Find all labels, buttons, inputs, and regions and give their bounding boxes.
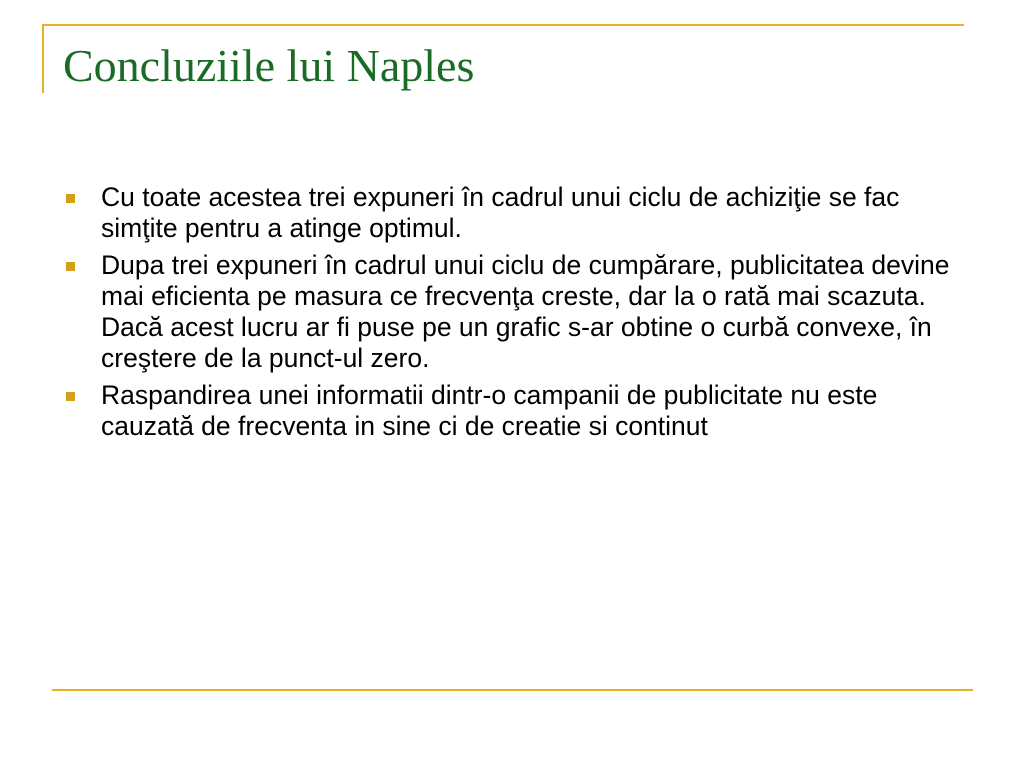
square-bullet-icon (66, 392, 75, 401)
bullet-text: Raspandirea unei informatii dintr-o campanii de publicitate nu este cauzată de frecventa in sine ci de creatie si continut (101, 380, 878, 441)
bullet-text: Cu toate acestea trei expuneri în cadrul unui ciclu de achiziţie se fac simţite pentru a atinge optimul. (101, 182, 900, 243)
slide-title: Concluziile lui Naples (63, 40, 475, 91)
list-item (66, 250, 966, 374)
list-item (66, 182, 966, 244)
bullet-list (66, 182, 966, 448)
list-item (66, 380, 966, 442)
left-accent-line (42, 24, 44, 93)
square-bullet-icon (66, 262, 75, 271)
bullet-text: Dupa trei expuneri în cadrul unui ciclu de cumpărare, publicitatea devine mai eficienta pe masura ce frecvenţa creste, dar la o rată mai scazuta. Dacă acest lucru ar fi puse pe un grafic s-ar obtine o curbă convexe, în creştere de la punct-ul zero. (101, 250, 950, 373)
bottom-accent-line (52, 689, 973, 691)
top-accent-line (43, 24, 964, 26)
square-bullet-icon (66, 194, 75, 203)
